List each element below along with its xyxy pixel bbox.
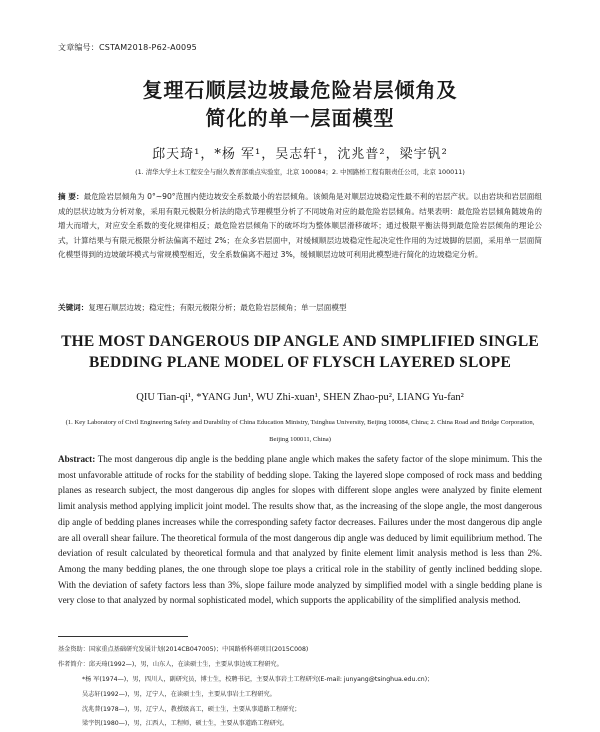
english-title-line-1: THE MOST DANGEROUS DIP ANGLE AND SIMPLIFIED SINGLE: [61, 333, 539, 350]
footnote-author-5: 梁宇钒(1980—)，男，江西人，工程师，硕士生，主要从事道路工程研究。: [82, 720, 289, 727]
footnote-author-3: 吴志轩(1992—)，男，辽宁人，在读硕士生，主要从事岩土工程研究。: [82, 691, 276, 698]
chinese-abstract-text: 最危险岩层倾角为 0°~90°范围内使边坡安全系数最小的岩层倾角。该倾角是对顺层边坡稳定性最不利的岩层产状。以由岩块和岩层面组成的层状边坡为分析对象，采用有限元极限分析法的隐式节理模型分析了不同坡角对应的最危险岩层倾角。结果表明：最危险岩层倾角随坡角的增大而增大，对应安全系数的变化规律相反；最危险岩层倾角下的破坏均为整体顺层滑移破坏；通过极限平衡法得到最危险岩层倾角的理论公式，计算结果与有限元极限分析法偏离不超过 2%；在众多岩层面中，对缓倾顺层边坡稳定性起决定性作用的为过坡脚的层面，采用单一层面简化模型得到的边坡破坏模式与常规模型相近，安全系数偏离不超过 3%，缓倾顺层边坡可利用此模型进行简化的边坡稳定分析。: [58, 192, 542, 260]
chinese-abstract-label: 摘 要：: [58, 192, 84, 201]
chinese-abstract: [58, 190, 542, 263]
footnote-author-2: *杨 军(1974—)，男，四川人，副研究员，博士生，校聘书记，主要从事岩土工程研究(E-mail: junyang@tsinghua.edu.cn)；: [82, 676, 434, 683]
english-abstract-text: The most dangerous dip angle is the bedding plane angle which makes the safety factor of the slope minimum. This the most unfavorable attitude of rocks for the stability of bedding slope. Taking the layered slope composed of rock mass and bedding planes as research subject, the most dangerous dip angles for slopes with different slope angles were analyzed by finite element limit analysis method applying implicit joint model. The results show that, as the increasing of the slope angle, the most dangerous dip angle of bedding planes increases while the corresponding safety factor decreases. Failures under the most dangerous dip angle are all overall shear failure. The theoretical formula of the most dangerous dip angle was deduced by limit equilibrium method. The deviation of result calculated by theoretical formula and that analyzed by finite element limit analysis method is less than 2%. Among the many bedding planes, the one through slope toe plays a critical role in the stability of gently inclined bedding slope. With the deviation of safety factors less than 3%, slope failure mode analyzed by simplified model with a single bedding plane is very close to that analyzed by normal sophisticated model, which supports the applicability of the simplified analysis method.: [58, 454, 542, 606]
english-abstract-label: Abstract:: [58, 454, 96, 464]
footnote-divider: [58, 636, 188, 637]
english-authors: QIU Tian-qi¹, *YANG Jun¹, WU Zhi-xuan¹, SHEN Zhao-pu², LIANG Yu-fan²: [136, 392, 464, 403]
english-abstract: [58, 452, 542, 609]
chinese-title-line-2: 简化的单一层面模型: [205, 106, 395, 130]
footnote-author-4: 沈兆普(1978—)，男，辽宁人，教授级高工，硕士生，主要从事道路工程研究；: [82, 706, 301, 713]
chinese-authors: 邱天琦¹，*杨 军¹，吴志轩¹，沈兆普²，梁宇钒²: [152, 147, 448, 162]
chinese-keywords-text: 复理石顺层边坡；稳定性；有限元极限分析；最危险岩层倾角；单一层面模型: [88, 303, 347, 312]
article-number: 文章编号：CSTAM2018-P62-A0095: [58, 43, 197, 52]
footnote-funding: 基金资助：国家重点基础研究发展计划(2014CB047005)；中国路桥科研项目(2015C008): [58, 646, 309, 653]
chinese-keywords: [58, 302, 542, 313]
english-affiliation: (1. Key Laboratory of Civil Engineering Safety and Durability of China Education Ministry, Tsinghua University, Beijing 100084, China; 2. China Road and Bridge Corporation, Beijing 100011, China): [65, 419, 535, 443]
chinese-title-line-1: 复理石顺层边坡最危险岩层倾角及: [142, 78, 458, 102]
footnote-author-1: 作者简介：邱天琦(1992—)，男，山东人，在读硕士生，主要从事边坡工程研究。: [58, 661, 283, 668]
chinese-keywords-label: 关键词：: [58, 303, 89, 312]
chinese-affiliation: (1. 清华大学土木工程安全与耐久教育部重点实验室，北京 100084；2. 中国路桥工程有限责任公司，北京 100011): [135, 168, 465, 176]
english-title-line-2: BEDDING PLANE MODEL OF FLYSCH LAYERED SLOPE: [88, 354, 511, 371]
